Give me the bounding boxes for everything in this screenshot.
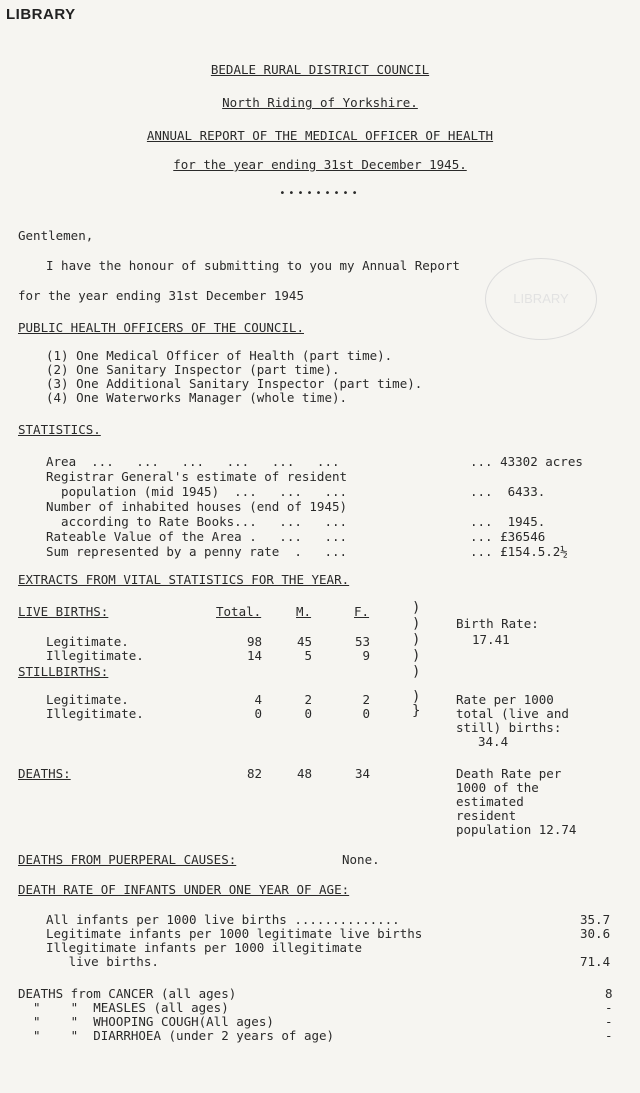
cell-m: 0	[304, 706, 312, 721]
stillbirths-heading: STILLBIRTHS:	[18, 664, 109, 679]
deaths-label: DEATHS:	[18, 766, 71, 781]
row-label: Legitimate.	[46, 634, 129, 649]
cell-m: 45	[296, 634, 312, 649]
cell-f: 34	[354, 766, 370, 781]
row-label: Illegitimate.	[46, 706, 144, 721]
cause-value: -	[605, 1028, 613, 1043]
intro-line-1: I have the honour of submitting to you my Annual Report	[46, 258, 460, 273]
brace: ) ) ) ) )	[412, 600, 421, 680]
statistics-heading: STATISTICS.	[18, 422, 101, 437]
cause-value: -	[605, 1000, 613, 1015]
riding-name: North Riding of Yorkshire.	[222, 95, 418, 110]
cause-value: -	[605, 1014, 613, 1029]
stat-value: ... 6433.	[470, 484, 546, 499]
separator: •••••••••	[279, 188, 361, 199]
still-rate-line: total (live and	[456, 706, 569, 721]
death-rate-line: estimated	[456, 794, 524, 809]
officer-item: (4) One Waterworks Manager (whole time).	[46, 390, 348, 405]
cell-total: 14	[246, 648, 262, 663]
stat-label: Registrar General's estimate of resident	[46, 469, 348, 484]
cause-label: DEATHS from CANCER (all ages)	[18, 986, 237, 1001]
cause-label: " " WHOOPING COUGH(All ages)	[18, 1014, 274, 1029]
stat-value: ... 43302 acres	[470, 454, 583, 469]
stat-label: according to Rate Books... ... ...	[46, 514, 348, 529]
infant-row-value: 35.7	[580, 912, 611, 927]
cell-m: 48	[296, 766, 312, 781]
col-f: F.	[354, 604, 370, 619]
intro-line-2: for the year ending 31st December 1945	[18, 288, 304, 303]
cell-f: 2	[362, 692, 370, 707]
cell-total: 4	[254, 692, 262, 707]
still-rate-line: Rate per 1000	[456, 692, 554, 707]
stat-label: Area ... ... ... ... ... ...	[46, 454, 340, 469]
salutation: Gentlemen,	[18, 228, 94, 243]
stat-value: ... 1945.	[470, 514, 546, 529]
death-rate-line: 1000 of the	[456, 780, 539, 795]
infant-row-label: Legitimate infants per 1000 legitimate live births	[46, 926, 423, 941]
cell-m: 5	[304, 648, 312, 663]
col-m: M.	[296, 604, 312, 619]
cell-total: 98	[246, 634, 262, 649]
infant-row-label: Illegitimate infants per 1000 illegitimate	[46, 940, 363, 955]
cause-label: " " DIARRHOEA (under 2 years of age)	[18, 1028, 335, 1043]
infant-row-value: 71.4	[580, 954, 611, 969]
stat-value: ... £36546	[470, 529, 546, 544]
officer-item: (3) One Additional Sanitary Inspector (part time).	[46, 376, 423, 391]
row-label: Legitimate.	[46, 692, 129, 707]
stat-value: ... £154.5.2½	[470, 544, 568, 559]
stat-label: population (mid 1945) ... ... ...	[46, 484, 348, 499]
stat-label: Sum represented by a penny rate . ...	[46, 544, 348, 559]
still-rate-value: 34.4	[478, 734, 509, 749]
death-rate-value: population 12.74	[456, 822, 577, 837]
puerperal-label: DEATHS FROM PUERPERAL CAUSES:	[18, 852, 237, 867]
infant-row-label: live births.	[46, 954, 159, 969]
cell-f: 9	[362, 648, 370, 663]
report-title: ANNUAL REPORT OF THE MEDICAL OFFICER OF HEALTH	[146, 128, 494, 143]
cell-total: 0	[254, 706, 262, 721]
death-rate-line: Death Rate per	[456, 766, 562, 781]
stat-label: Rateable Value of the Area . ... ...	[46, 529, 348, 544]
brace: ) }	[412, 689, 421, 719]
birth-rate-value: 17.41	[472, 632, 510, 647]
cell-f: 0	[362, 706, 370, 721]
col-total: Total.	[216, 604, 262, 619]
birth-rate-label: Birth Rate:	[456, 616, 539, 631]
cause-label: " " MEASLES (all ages)	[18, 1000, 229, 1015]
still-rate-line: still) births:	[456, 720, 562, 735]
infant-heading: DEATH RATE OF INFANTS UNDER ONE YEAR OF AGE:	[18, 882, 350, 897]
vital-heading: EXTRACTS FROM VITAL STATISTICS FOR THE YEAR.	[18, 572, 350, 587]
report-period: for the year ending 31st December 1945.	[173, 157, 467, 172]
cause-value: 8	[605, 986, 613, 1001]
puerperal-value: None.	[342, 852, 380, 867]
infant-row-value: 30.6	[580, 926, 611, 941]
stat-label: Number of inhabited houses (end of 1945)	[46, 499, 348, 514]
row-label: Illegitimate.	[46, 648, 144, 663]
cell-f: 53	[354, 634, 370, 649]
officer-item: (2) One Sanitary Inspector (part time).	[46, 362, 340, 377]
council-name: BEDALE RURAL DISTRICT COUNCIL	[210, 62, 430, 77]
death-rate-line: resident	[456, 808, 517, 823]
officers-heading: PUBLIC HEALTH OFFICERS OF THE COUNCIL.	[18, 320, 304, 335]
cell-m: 2	[304, 692, 312, 707]
library-stamp: LIBRARY	[6, 6, 76, 23]
infant-row-label: All infants per 1000 live births ..............	[46, 912, 400, 927]
cell-total: 82	[246, 766, 262, 781]
officer-item: (1) One Medical Officer of Health (part time).	[46, 348, 393, 363]
library-watermark: LIBRARY	[485, 258, 597, 340]
live-births-heading: LIVE BIRTHS:	[18, 604, 109, 619]
